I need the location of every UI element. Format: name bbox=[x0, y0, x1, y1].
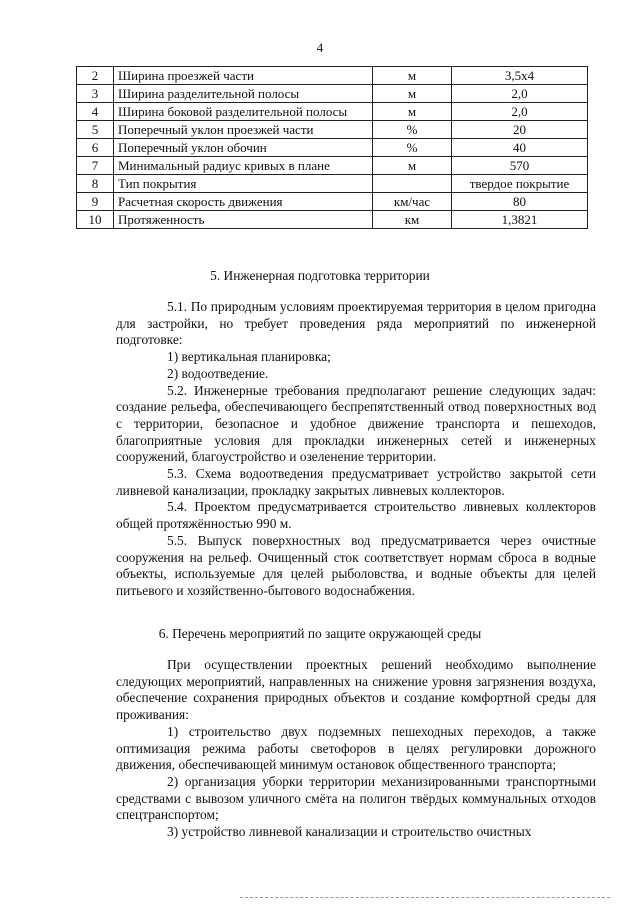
parameter-name: Поперечный уклон проезжей части bbox=[114, 121, 373, 139]
section-5-body bbox=[116, 299, 596, 600]
unit: м bbox=[373, 85, 452, 103]
row-number: 5 bbox=[77, 121, 114, 139]
parameter-name: Минимальный радиус кривых в плане bbox=[114, 157, 373, 175]
parameter-name: Тип покрытия bbox=[114, 175, 373, 193]
parameter-value: 20 bbox=[452, 121, 588, 139]
list-item-6-1: 1) строительство двух подземных пешеходных переходов, а также оптимизация режима работы светофоров в целях регулировки дорожного движения, обеспечивающей минимум остановок общественного транспорта; bbox=[116, 723, 596, 773]
table-row bbox=[77, 175, 588, 193]
parameter-name: Ширина боковой разделительной полосы bbox=[114, 103, 373, 121]
paragraph-5-3: 5.3. Схема водоотведения предусматривает устройство закрытой сети ливневой канализации, прокладку закрытых ливневых коллекторов. bbox=[116, 466, 596, 498]
unit: % bbox=[373, 139, 452, 157]
list-item-6-3: 3) устройство ливневой канализации и строительство очистных bbox=[167, 824, 532, 840]
table-row bbox=[77, 157, 588, 175]
list-item-5-1-1: 1) вертикальная планировка; bbox=[167, 349, 331, 365]
unit bbox=[373, 175, 452, 193]
row-number: 10 bbox=[77, 211, 114, 229]
unit: м bbox=[373, 157, 452, 175]
row-number: 6 bbox=[77, 139, 114, 157]
table-row bbox=[77, 85, 588, 103]
unit: км bbox=[373, 211, 452, 229]
row-number: 7 bbox=[77, 157, 114, 175]
parameter-name: Расчетная скорость движения bbox=[114, 193, 373, 211]
paragraph-5-2: 5.2. Инженерные требования предполагают решение следующих задач: создание рельефа, обеспечивающего беспрепятственный отвод поверхностных вод с территории, безопасное и удобное движение транспорта и пешеходов, благоприятные условия для прокладки инженерных сетей и инженерных сооружений, благоустройство и озеленение территории. bbox=[116, 382, 596, 465]
table-row bbox=[77, 67, 588, 85]
paragraph-6-intro: При осуществлении проектных решений необходимо выполнение следующих мероприятий, направленных на снижение уровня загрязнения воздуха, обеспечение сохранения природных объектов и создание комфортной среды для проживания: bbox=[116, 657, 596, 723]
unit: % bbox=[373, 121, 452, 139]
parameter-value: 2,0 bbox=[452, 85, 588, 103]
paragraph-5-4: 5.4. Проектом предусматривается строительство ливневых коллекторов общей протяжённостью 990 м. bbox=[116, 499, 596, 532]
list-item-5-1-2: 2) водоотведение. bbox=[167, 365, 269, 381]
page-bottom-rule bbox=[240, 897, 610, 898]
page-number: 4 bbox=[316, 40, 324, 55]
unit: м bbox=[373, 103, 452, 121]
table-row bbox=[77, 139, 588, 157]
row-number: 3 bbox=[77, 85, 114, 103]
table-row bbox=[77, 121, 588, 139]
parameter-value: 40 bbox=[452, 139, 588, 157]
parameter-value: 570 bbox=[452, 157, 588, 175]
parameter-value: 2,0 bbox=[452, 103, 588, 121]
paragraph-5-5: 5.5. Выпуск поверхностных вод предусматривается через очистные сооружения на рельеф. Очищенный сток соответствует нормам сброса в водные объекты, используемые для целей рыболовства, и водные объекты для целей питьевого и хозяйственно-бытового водоснабжения. bbox=[116, 532, 596, 598]
section-6-heading: 6. Перечень мероприятий по защите окружающей среды bbox=[158, 626, 482, 641]
row-number: 9 bbox=[77, 193, 114, 211]
table-row bbox=[77, 103, 588, 121]
row-number: 4 bbox=[77, 103, 114, 121]
parameter-name: Ширина разделительной полосы bbox=[114, 85, 373, 103]
paragraph-5-1: 5.1. По природным условиям проектируемая территория в целом пригодна для застройки, но требует проведения ряда мероприятий по инженерной подготовке: bbox=[116, 299, 596, 348]
list-item-6-2: 2) организация уборки территории механизированными транспортными средствами с вывозом уличного смёта на полигон твёрдых коммунальных отходов спецтранспортом; bbox=[116, 773, 596, 823]
unit: м bbox=[373, 67, 452, 85]
table-row bbox=[77, 193, 588, 211]
parameter-value: 1,3821 bbox=[452, 211, 588, 229]
parameter-value: 3,5х4 bbox=[452, 67, 588, 85]
parameter-value: 80 bbox=[452, 193, 588, 211]
row-number: 2 bbox=[77, 67, 114, 85]
table-row bbox=[77, 211, 588, 229]
parameter-value: твердое покрытие bbox=[452, 175, 588, 193]
section-5-heading: 5. Инженерная подготовка территории bbox=[210, 268, 430, 283]
parameter-name: Ширина проезжей части bbox=[114, 67, 373, 85]
parameter-name: Протяженность bbox=[114, 211, 373, 229]
parameter-name: Поперечный уклон обочин bbox=[114, 139, 373, 157]
parameters-table bbox=[76, 66, 588, 229]
parameters-table-body bbox=[77, 67, 588, 229]
row-number: 8 bbox=[77, 175, 114, 193]
unit: км/час bbox=[373, 193, 452, 211]
section-6-body bbox=[116, 657, 596, 841]
